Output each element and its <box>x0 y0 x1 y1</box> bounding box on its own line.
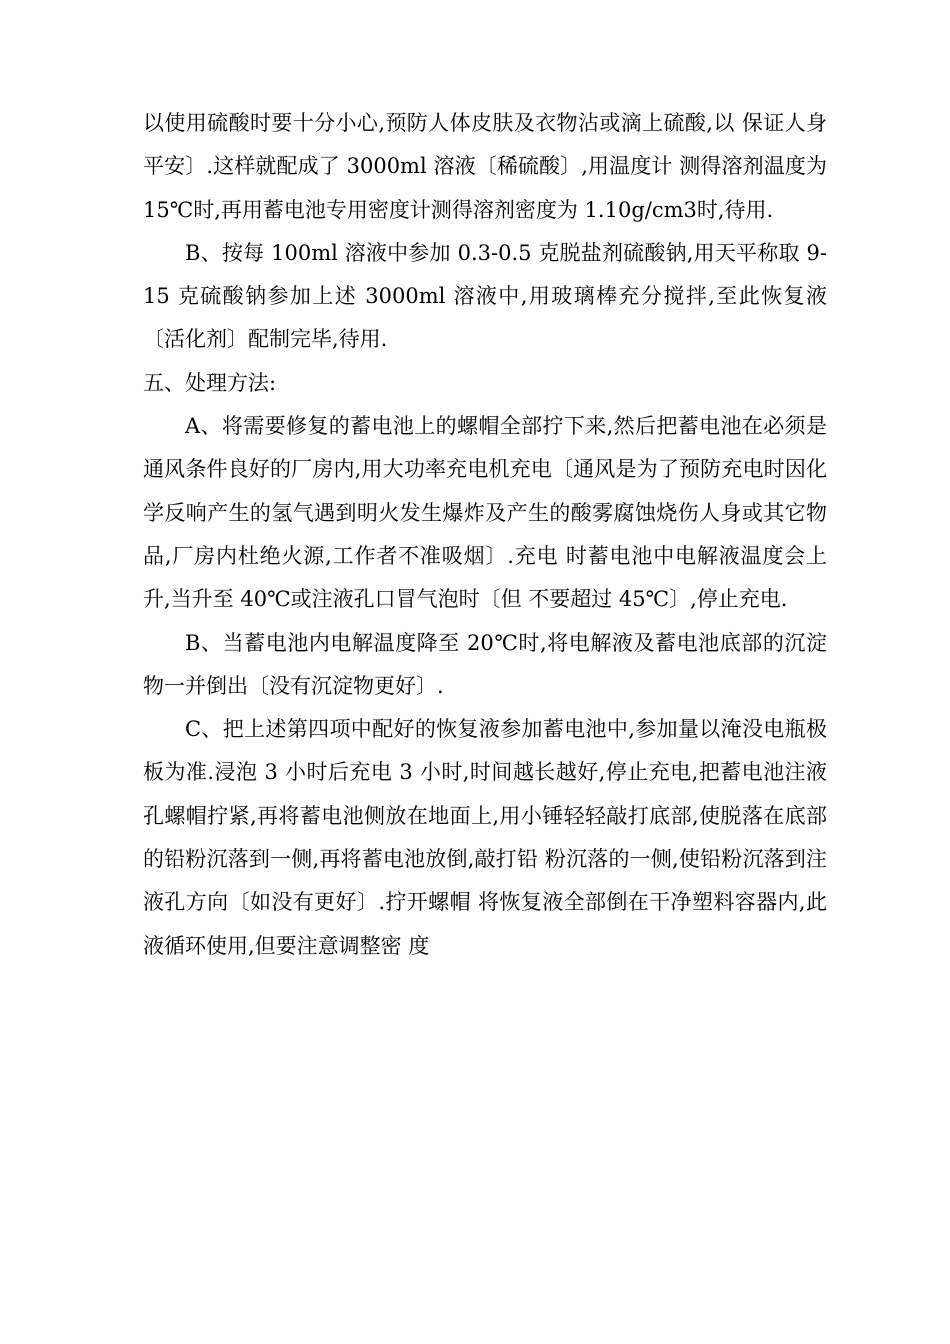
paragraph-step-a-charging: A、将需要修复的蓄电池上的螺帽全部拧下来,然后把蓄电池在必须是通风条件良好的厂房内,用大功率充电机充电〔通风是为了预防充电时因化学反响产生的氢气遇到明火发生爆炸及产生的酸雾腐蚀烧伤人身或其它物品,厂房内杜绝火源,工作者不准吸烟〕.充电 时蓄电池中电解液温度会上升,当升至 40℃或注液孔口冒气泡时〔但 不要超过 45℃〕,停止充电. <box>143 414 827 612</box>
paragraph-step-c-soaking: C、把上述第四项中配好的恢复液参加蓄电池中,参加量以淹没电瓶极板为准.浸泡 3 小时后充电 3 小时,时间越长越好,停止充电,把蓄电池注液孔螺帽拧紧,再将蓄电池侧放在地面上,用小锤轻轻敲打底部,使脱落在底部的铅粉沉落到一侧,再将蓄电池放倒,敲打铅 粉沉落的一侧,使铅粉沉落到注液孔方向〔如没有更好〕.拧开螺帽 将恢复液全部倒在干净塑料容器内,此液循环使用,但要注意调整密 度 <box>143 717 827 958</box>
paragraph-step-b-draining: B、当蓄电池内电解温度降至 20℃时,将电解液及蓄电池底部的沉淀物一并倒出〔没有沉淀物更好〕. <box>143 630 827 698</box>
paragraph-dilute-acid: 以使用硫酸时要十分小心,预防人体皮肤及衣物沾或滴上硫酸,以 保证人身平安〕.这样就配成了 3000ml 溶液〔稀硫酸〕,用温度计 测得溶剂温度为 15℃时,再用蓄电池专用密度计测得溶剂密度为 1.10g/cm3时,待用. <box>143 111 827 222</box>
paragraph-recovery-solution: B、按每 100ml 溶液中参加 0.3-0.5 克脱盐剂硫酸钠,用天平称取 9-15 克硫酸钠参加上述 3000ml 溶液中,用玻璃棒充分搅拌,至此恢复液〔活化剂〕配制完毕,待用. <box>143 240 827 352</box>
document-body <box>143 102 827 968</box>
section-heading-treatment-method: 五、处理方法: <box>143 370 277 395</box>
